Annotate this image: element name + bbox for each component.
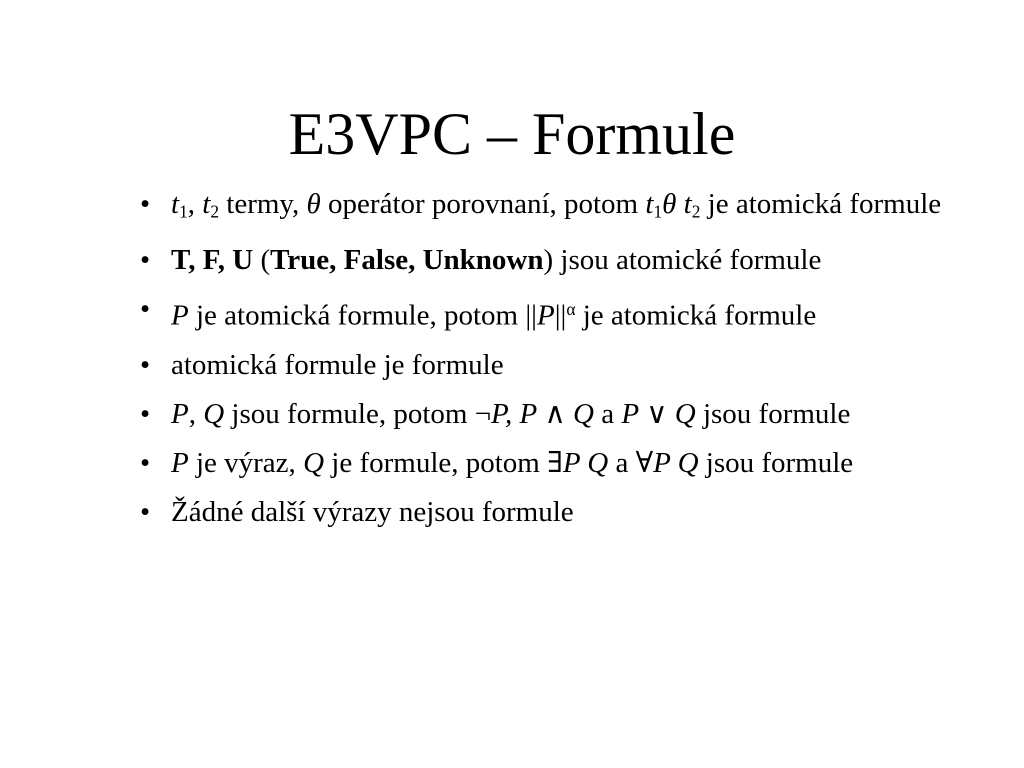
bullet-text-part: P, P — [491, 397, 538, 430]
bullet-item — [140, 494, 970, 531]
bullet-text-part: ∀ — [635, 446, 654, 479]
bullet-text-part: ( — [253, 244, 271, 277]
bullet-text-part: ∃ — [547, 446, 563, 479]
bullet-text-part: jsou formule, potom — [224, 397, 475, 430]
bullet-dot: • — [140, 446, 151, 479]
bullet-text-part: t — [645, 188, 654, 220]
bullet-item — [140, 396, 970, 433]
bullet-text-part: je atomická formule — [700, 188, 942, 220]
bullet-dot: • — [140, 293, 151, 326]
bullet-text-part: Q — [203, 397, 225, 430]
bullet-item — [140, 186, 970, 230]
bullet-text-part: || — [554, 299, 567, 332]
bullet-text-part: ¬ — [474, 397, 492, 430]
bullet-text-part — [676, 188, 683, 220]
bullet-text-part: atomická formule je formule — [171, 348, 504, 381]
bullet-item — [140, 242, 970, 279]
bullet-text-part: P — [536, 299, 555, 332]
bullet-text-part: P — [621, 397, 640, 430]
bullet-item — [140, 347, 970, 384]
bullet-item — [140, 445, 970, 482]
bullet-text-part: Q — [674, 397, 696, 430]
bullet-dot: • — [140, 397, 151, 430]
bullet-dot: • — [140, 244, 151, 277]
bullet-text-part: Q — [303, 446, 325, 479]
bullet-text-part: jsou formule — [698, 446, 854, 479]
bullet-text-part: ∨ — [639, 397, 675, 430]
bullet-dot: • — [140, 495, 151, 528]
bullet-text-part: P — [171, 397, 189, 430]
bullet-text-part: t — [171, 188, 180, 220]
bullet-text-part: 1 — [653, 201, 663, 222]
bullet-text-part: P — [171, 299, 189, 332]
bullet-text-part: 1 — [179, 201, 188, 222]
bullet-text-part: T, F, U — [171, 244, 254, 277]
bullet-text-part: 2 — [691, 201, 701, 222]
bullet-text-part: ∧ — [537, 397, 573, 430]
slide-title: E3VPC – Formule — [288, 101, 736, 167]
bullet-text-part: , — [187, 188, 203, 220]
bullet-text-part: a — [608, 446, 636, 479]
bullet-text-part: , — [188, 397, 204, 430]
bullet-text-part: je formule, potom — [324, 446, 548, 479]
bullet-item — [140, 291, 970, 335]
bullet-dot: • — [140, 348, 151, 381]
bullet-text-part: a — [593, 397, 622, 430]
bullet-text-part: P Q — [562, 446, 609, 479]
bullet-text-part: True, False, Unknown — [270, 244, 544, 277]
bullet-text-part: Žádné další výrazy nejsou formule — [171, 495, 574, 528]
bullet-text-part: ) jsou atomické formule — [543, 244, 822, 277]
bullet-text-part: t — [683, 188, 692, 220]
bullet-text-part: je atomická formule — [575, 299, 817, 332]
bullet-text-part: θ — [662, 188, 677, 220]
bullet-text-part: termy, — [219, 188, 307, 220]
bullet-text-part: je výraz, — [188, 446, 304, 479]
bullet-dot: • — [140, 188, 151, 220]
bullet-text-part: θ — [306, 188, 321, 220]
bullet-list — [140, 186, 970, 543]
bullet-text-part: operátor porovnaní, potom — [320, 188, 646, 220]
bullet-text-part: t — [202, 188, 211, 220]
bullet-text-part: α — [566, 299, 576, 320]
bullet-text-part: P Q — [653, 446, 699, 479]
bullet-text-part: 2 — [210, 201, 220, 222]
bullet-text-part: jsou formule — [695, 397, 851, 430]
bullet-text-part: Q — [572, 397, 594, 430]
bullet-text-part: je atomická formule, potom — [188, 299, 526, 332]
bullet-text-part: P — [171, 446, 189, 479]
bullet-text-part: || — [525, 299, 537, 332]
